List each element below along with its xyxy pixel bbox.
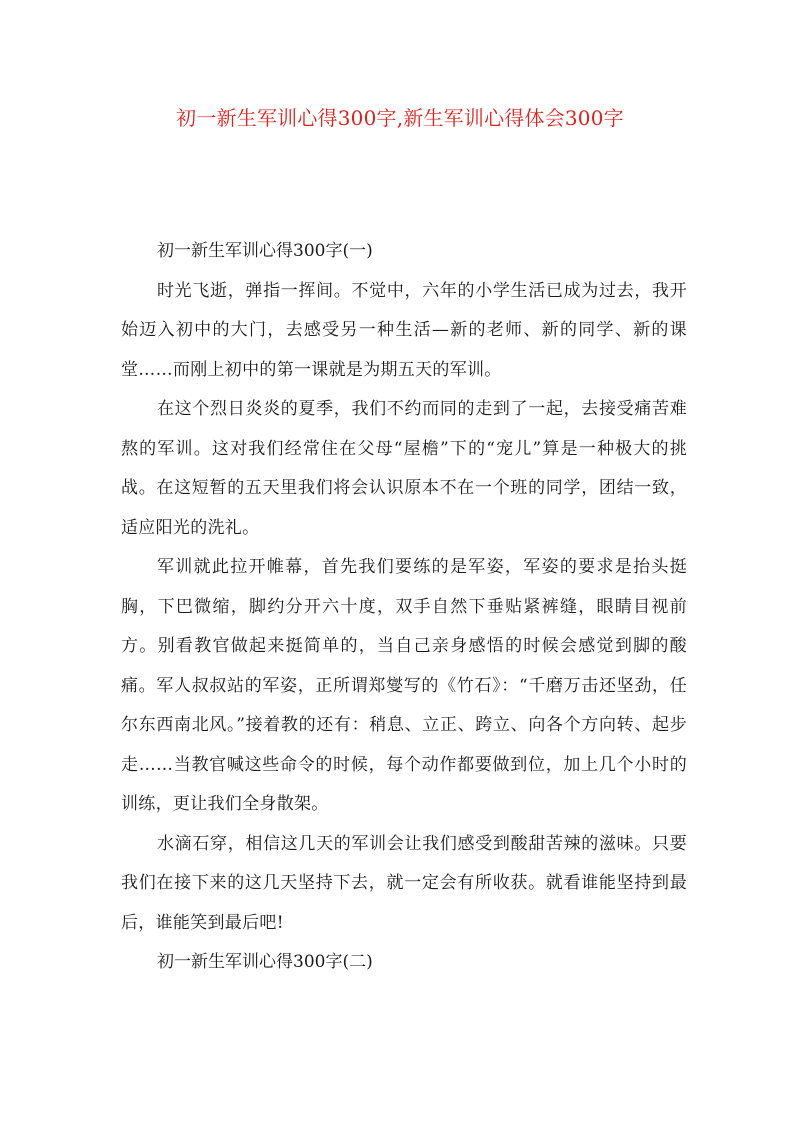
paragraph-1: 时光飞逝，弹指一挥间。不觉中，六年的小学生活已成为过去，我开始迈入初中的大门，去感受另一种生活—新的老师、新的同学、新的课堂……而刚上初中的第一课就是为期五天的军训。 <box>121 280 687 380</box>
section-heading-1: 初一新生军训心得300字(一) <box>157 241 373 261</box>
paragraph-2: 在这个烈日炎炎的夏季，我们不约而同的走到了一起，去接受痛苦难熬的军训。这对我们经常住在父母“屋檐”下的“宠儿”算是一种极大的挑战。在这短暂的五天里我们将会认识原本不在一个班的同学，团结一致，适应阳光的洗礼。 <box>121 399 687 538</box>
section-heading-2: 初一新生军训心得300字(二) <box>157 952 373 972</box>
document-title: 初一新生军训心得300字,新生军训心得体会300字 <box>176 106 624 130</box>
paragraph-3: 军训就此拉开帷幕，首先我们要练的是军姿，军姿的要求是抬头挺胸，下巴微缩，脚约分开六十度，双手自然下垂贴紧裤缝，眼睛目视前方。别看教官做起来挺简单的，当自己亲身感悟的时候会感觉到脚的酸痛。军人叔叔站的军姿，正所谓郑燮写的《竹石》：“千磨万击还坚劲，任尔东西南北风。”接着教的还有：稍息、立正、跨立、向各个方向转、起步走……当教官喊这些命令的时候，每个动作都要做到位，加上几个小时的训练，更让我们全身散架。 <box>121 557 687 814</box>
document-body <box>121 232 687 983</box>
paragraph-4: 水滴石穿，相信这几天的军训会让我们感受到酸甜苦辣的滋味。只要我们在接下来的这几天坚持下去，就一定会有所收获。就看谁能坚持到最后，谁能笑到最后吧! <box>121 833 687 933</box>
